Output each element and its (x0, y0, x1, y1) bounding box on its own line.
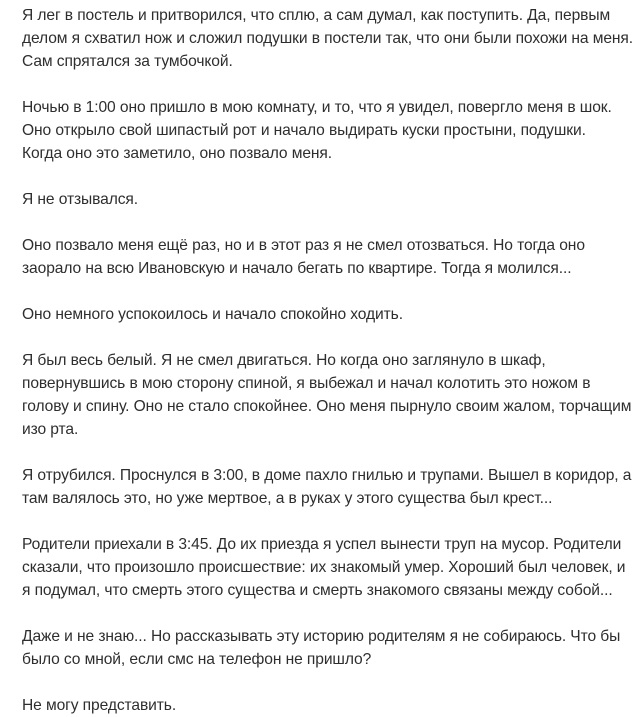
paragraph-2: Ночью в 1:00 оно пришло в мою комнату, и то, что я увидел, повергло меня в шок. Оно открыло свой шипастый рот и начало выдирать куски простыни, подушки. Когда оно это заметило, оно позвало меня. (22, 99, 612, 162)
paragraph-6: Я был весь белый. Я не смел двигаться. Но когда оно заглянуло в шкаф, повернувшись в мою сторону спиной, я выбежал и начал колотить это ножом в голову и спину. Оно не стало спокойнее. Оно меня пырнуло своим жалом, торчащим изо рта. (22, 352, 632, 438)
story-text (22, 4, 637, 717)
paragraph-8: Родители приехали в 3:45. До их приезда я успел вынести труп на мусор. Родители сказали, что произошло происшествие: их знакомый умер. Хороший был человек, и я подумал, что смерть этого существа и смерть знакомого связаны между собой... (22, 536, 626, 599)
paragraph-9: Даже и не знаю... Но рассказывать эту историю родителям я не собираюсь. Что бы было со мной, если смс на телефон не пришло? (22, 628, 621, 668)
paragraph-7: Я отрубился. Проснулся в 3:00, в доме пахло гнилью и трупами. Вышел в коридор, а там валялось это, но уже мертвое, а в руках у этого существа был крест... (22, 467, 632, 507)
paragraph-4: Оно позвало меня ещё раз, но и в этот раз я не смел отозваться. Но тогда оно заорало на всю Ивановскую и начало бегать по квартире. Тогда я молился... (22, 237, 585, 277)
paragraph-1: Я лег в постель и притворился, что сплю, а сам думал, как поступить. Да, первым делом я схватил нож и сложил подушки в постели так, что они были похожи на меня. Сам спрятался за тумбочкой. (22, 7, 634, 70)
paragraph-5: Оно немного успокоилось и начало спокойно ходить. (22, 306, 403, 323)
paragraph-10: Не могу представить. (22, 697, 177, 714)
paragraph-3: Я не отзывался. (22, 191, 138, 208)
